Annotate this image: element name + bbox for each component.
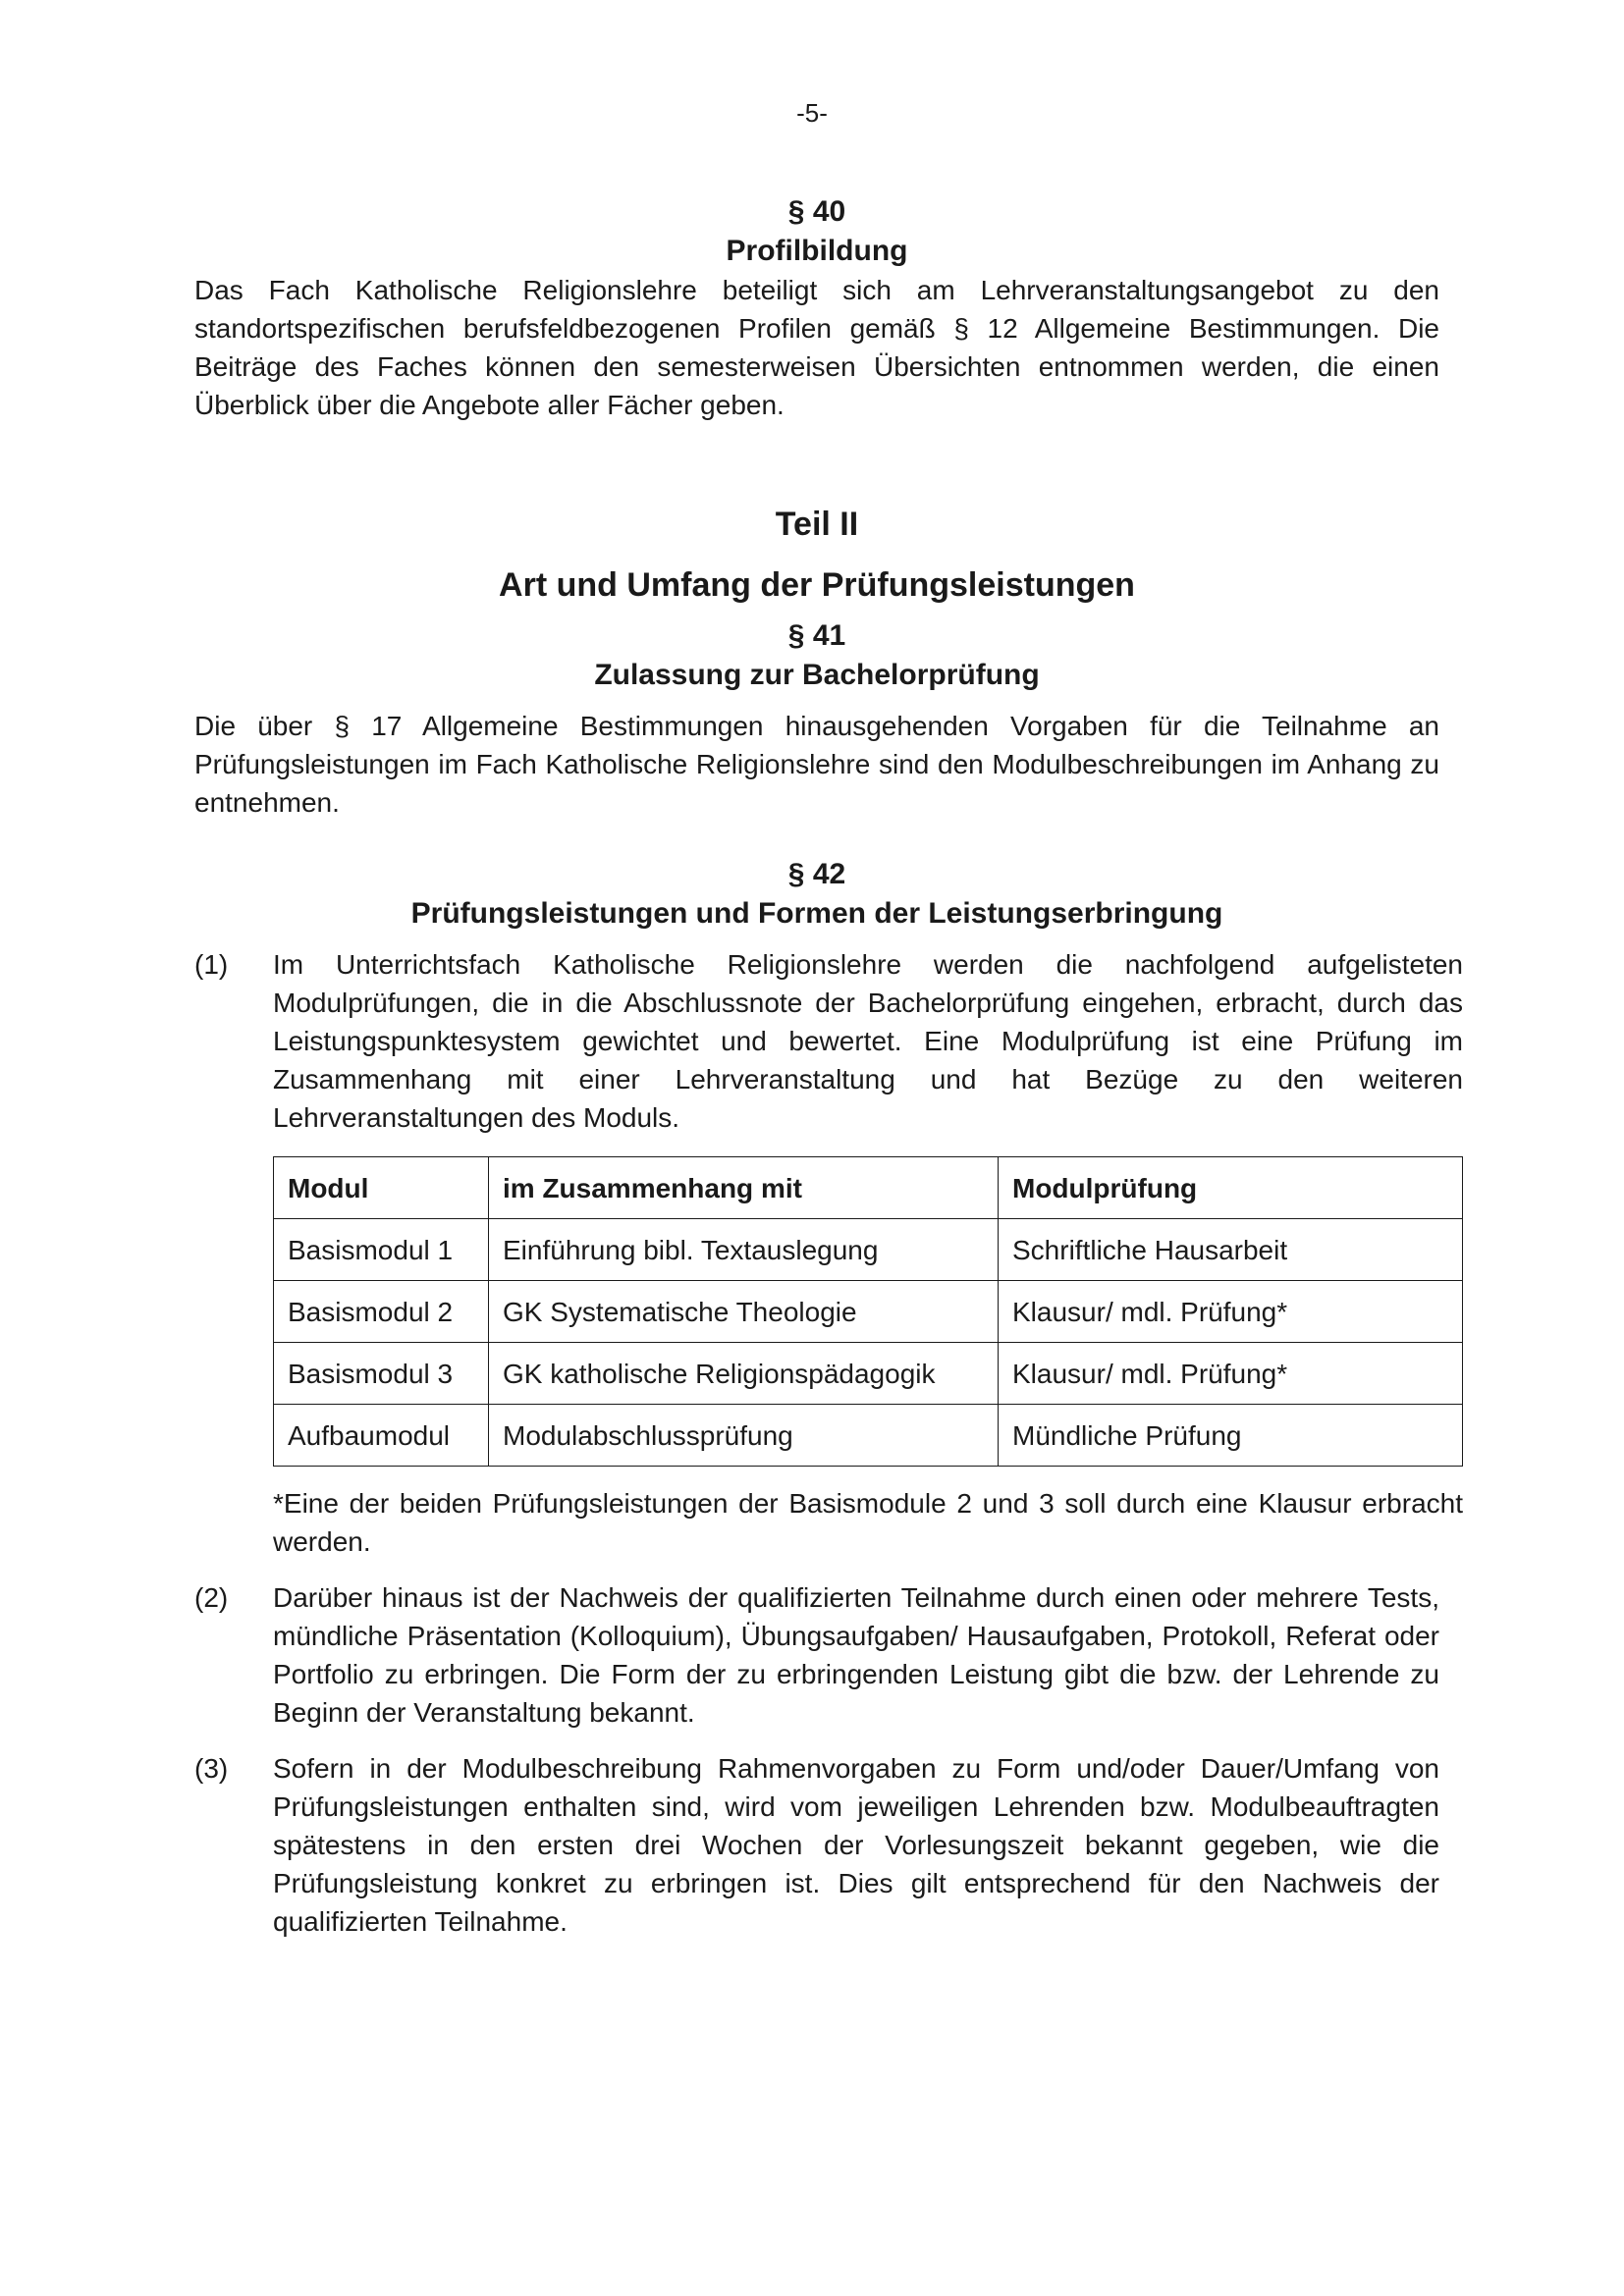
section-40-number: § 40	[787, 195, 846, 228]
section-41-number: § 41	[787, 619, 846, 652]
table-cell: GK katholische Religionspädagogik	[489, 1343, 999, 1405]
table-header-row	[274, 1157, 1463, 1219]
table-cell: GK Systematische Theologie	[489, 1281, 999, 1343]
paragraph-3-text: Sofern in der Modulbeschreibung Rahmenvorgaben zu Form und/oder Dauer/Umfang von Prüfungsleistungen enthalten sind, wird vom jeweiligen Lehrenden bzw. Modulbeauftragten spätestens in den ersten drei Wochen der Vorlesungszeit bekannt gegeben, wie die Prüfungsleistung konkret zu erbringen ist. Dies gilt entsprechend für den Nachweis der qualifizierten Teilnahme.	[273, 1753, 1439, 1937]
section-42-title: Prüfungsleistungen und Formen der Leistungserbringung	[410, 897, 1223, 930]
table-cell: Klausur/ mdl. Prüfung*	[999, 1281, 1463, 1343]
section-40-text: Das Fach Katholische Religionslehre beteiligt sich am Lehrveranstaltungsangebot zu den standortspezifischen berufsfeldbezogenen Profilen gemäß § 12 Allgemeine Bestimmungen. Die Beiträge des Faches können den semesterweisen Übersichten entnommen werden, die einen Überblick über die Angebote aller Fächer geben.	[194, 275, 1439, 420]
part-label: Teil II	[775, 506, 859, 543]
table-header-cell: Modulprüfung	[999, 1157, 1463, 1219]
module-exam-table	[273, 1156, 1463, 1467]
section-42-number: § 42	[787, 858, 846, 890]
section-41	[194, 616, 1439, 822]
table-cell: Aufbaumodul	[274, 1405, 489, 1467]
section-42	[194, 855, 1463, 1941]
table-header-cell: Modul	[274, 1157, 489, 1219]
table-cell: Modulabschlussprüfung	[489, 1405, 999, 1467]
table-header-cell: im Zusammenhang mit	[489, 1157, 999, 1219]
paragraph-2-body	[273, 1578, 1439, 1732]
page-content	[194, 192, 1463, 1941]
table-row	[274, 1281, 1463, 1343]
paragraph-1-body	[273, 945, 1463, 1561]
paragraph-1	[194, 945, 1463, 1561]
table-cell: Basismodul 1	[274, 1219, 489, 1281]
section-41-text: Die über § 17 Allgemeine Bestimmungen hinausgehenden Vorgaben für die Teilnahme an Prüfungsleistungen im Fach Katholische Religionslehre sind den Modulbeschreibungen im Anhang zu entnehmen.	[194, 711, 1439, 818]
section-40-title: Profilbildung	[726, 235, 908, 267]
section-40	[194, 192, 1439, 424]
section-41-title: Zulassung zur Bachelorprüfung	[594, 659, 1040, 691]
table-row	[274, 1405, 1463, 1467]
part-heading	[194, 503, 1439, 607]
paragraph-3-number: (3)	[194, 1753, 229, 1784]
paragraph-3-body	[273, 1749, 1439, 1941]
table-cell: Mündliche Prüfung	[999, 1405, 1463, 1467]
table-cell: Schriftliche Hausarbeit	[999, 1219, 1463, 1281]
part-title: Art und Umfang der Prüfungsleistungen	[499, 566, 1135, 604]
table-cell: Klausur/ mdl. Prüfung*	[999, 1343, 1463, 1405]
page-number: -5-	[796, 98, 828, 128]
paragraph-2-text: Darüber hinaus ist der Nachweis der qualifizierten Teilnahme durch einen oder mehrere Tests, mündliche Präsentation (Kolloquium), Übungsaufgaben/ Hausaufgaben, Protokoll, Referat oder Portfolio zu erbringen. Die Form der zu erbringenden Leistung gibt die bzw. der Lehrende zu Beginn der Veranstaltung bekannt.	[273, 1582, 1439, 1728]
paragraph-2-number: (2)	[194, 1582, 229, 1613]
table-row	[274, 1343, 1463, 1405]
table-footnote: *Eine der beiden Prüfungsleistungen der Basismodule 2 und 3 soll durch eine Klausur erbracht werden.	[273, 1488, 1463, 1557]
paragraph-3	[194, 1749, 1439, 1941]
paragraph-1-number: (1)	[194, 949, 229, 980]
paragraph-2	[194, 1578, 1439, 1732]
table-row	[274, 1219, 1463, 1281]
table-cell: Einführung bibl. Textauslegung	[489, 1219, 999, 1281]
table-cell: Basismodul 3	[274, 1343, 489, 1405]
paragraph-1-text: Im Unterrichtsfach Katholische Religionslehre werden die nachfolgend aufgelisteten Modulprüfungen, die in die Abschlussnote der Bachelorprüfung eingehen, erbracht, durch das Leistungspunktesystem gewichtet und bewertet. Eine Modulprüfung ist eine Prüfung im Zusammenhang mit einer Lehrveranstaltung und hat Bezüge zu den weiteren Lehrveranstaltungen des Moduls.	[273, 949, 1463, 1133]
table-cell: Basismodul 2	[274, 1281, 489, 1343]
